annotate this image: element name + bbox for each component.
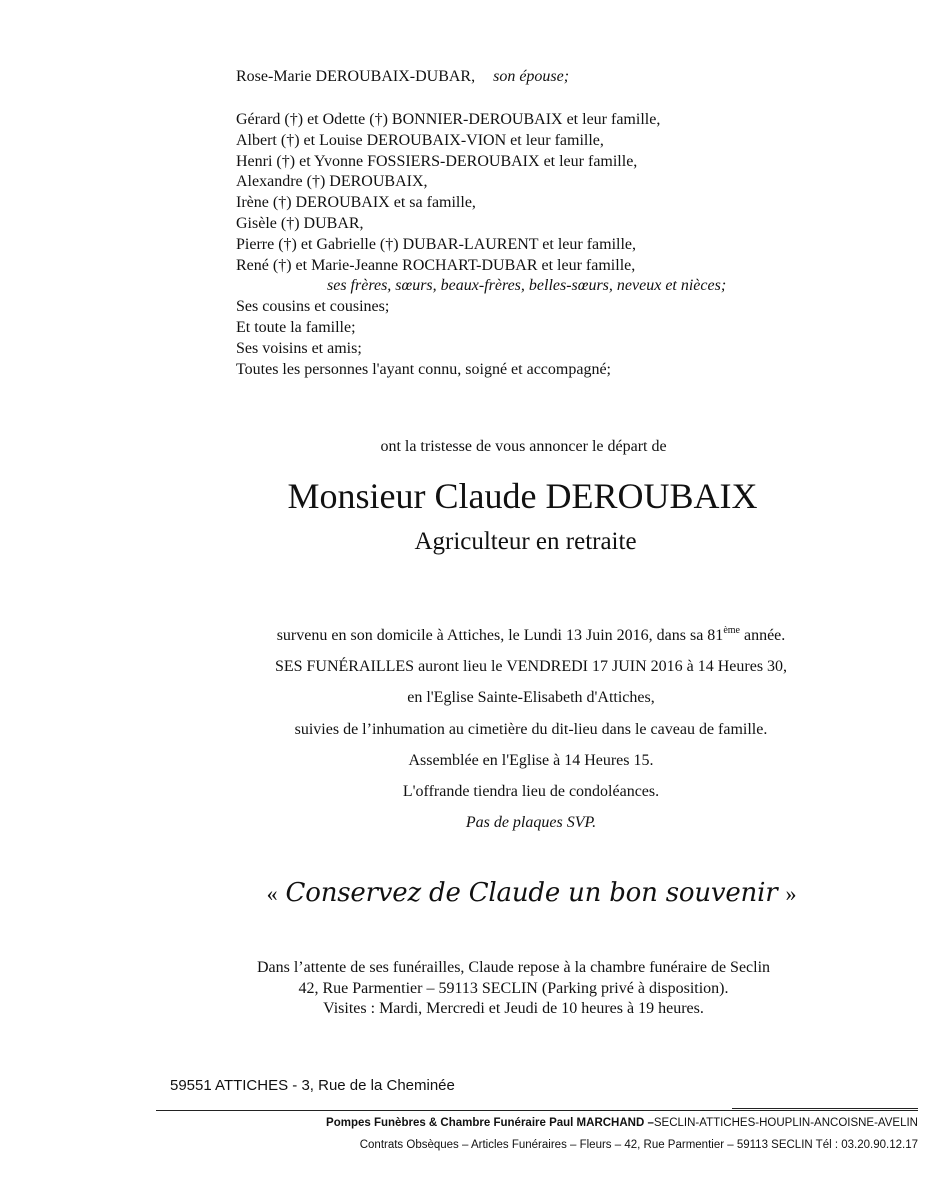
deceased-occupation: Agriculteur en retraite [414,528,637,555]
family-line: Gérard (†) et Odette (†) BONNIER-DEROUBAIX et leur famille, [236,111,661,128]
repose-line: 42, Rue Parmentier – 59113 SECLIN (Parking privé à disposition). [298,979,729,997]
burial-line: suivies de l’inhumation au cimetière du dit-lieu dans le caveau de famille. [294,720,768,738]
spouse-role: son épouse; [493,68,570,85]
repose-line: Dans l’attente de ses funérailles, Claude repose à la chambre funéraire de Seclin [256,959,771,976]
death-text-end: année. [739,627,786,644]
others-line: Ses voisins et amis; [236,339,362,357]
family-relation: ses frères, sœurs, beaux-frères, belles-sœurs, neveux et nièces; [327,277,727,295]
footer-company [156,1117,918,1129]
spouse-line [236,67,569,88]
repose-line: Visites : Mardi, Mercredi et Jeudi de 10 heures à 19 heures. [323,1000,704,1018]
remembrance-quote [58,878,947,908]
others-line: Et toute la famille; [236,318,356,336]
quote-open: « [266,881,278,906]
death-line [62,620,947,651]
church-line: en l'Eglise Sainte-Elisabeth d'Attiches, [407,689,655,707]
quote-close: » [785,881,797,906]
footer-contact: Contrats Obsèques – Articles Funéraires – Fleurs – 42, Rue Parmentier – 59113 SECLIN Tél : 03.20.90.12.17 [359,1139,918,1151]
death-text: survenu en son domicile à Attiches, le Lundi 13 Juin 2016, dans sa 81 [276,627,724,644]
announcement: ont la tristesse de vous annoncer le départ de [380,438,667,455]
assembly-line: Assemblée en l'Eglise à 14 Heures 15. [408,751,654,769]
deceased-name: Monsieur Claude DEROUBAIX [287,476,758,516]
family-line: Albert (†) et Louise DEROUBAIX-VION et leur famille, [236,131,604,149]
family-line: Henri (†) et Yvonne FOSSIERS-DEROUBAIX et leur famille, [236,152,638,170]
quote-text: Conservez de Claude un bon souvenir [285,878,778,908]
spouse-name: Rose-Marie DEROUBAIX-DUBAR, [236,68,476,85]
family-line: Alexandre (†) DEROUBAIX, [236,173,428,191]
funeral-line: SES FUNÉRAILLES auront lieu le VENDREDI 17 JUIN 2016 à 14 Heures 30, [274,658,788,676]
others-line: Ses cousins et cousines; [236,298,390,316]
repose-info [40,958,947,1020]
others-line: Toutes les personnes l'ayant connu, soigné et accompagné; [236,360,611,378]
family-line: René (†) et Marie-Jeanne ROCHART-DUBAR et leur famille, [236,256,636,274]
family-line: Pierre (†) et Gabrielle (†) DUBAR-LAURENT et leur famille, [236,235,637,253]
footer-company-locations: SECLIN-ATTICHES-HOUPLIN-ANCOISNE-AVELIN [653,1117,918,1129]
family-line: Gisèle (†) DUBAR, [236,214,364,232]
offering-line: L'offrande tiendra lieu de condoléances. [402,782,660,800]
family-list [236,110,726,380]
footer-divider [156,1110,918,1111]
family-line: Irène (†) DEROUBAIX et sa famille, [236,194,476,212]
footer-company-name: Pompes Funèbres & Chambre Funéraire Paul MARCHAND – [326,1117,654,1129]
family-address: 59551 ATTICHES - 3, Rue de la Cheminée [170,1077,455,1094]
ordinal-suffix: ème [723,625,740,636]
no-plaques-line: Pas de plaques SVP. [465,814,597,832]
footer-divider-accent [732,1108,918,1109]
funeral-details [62,620,947,838]
